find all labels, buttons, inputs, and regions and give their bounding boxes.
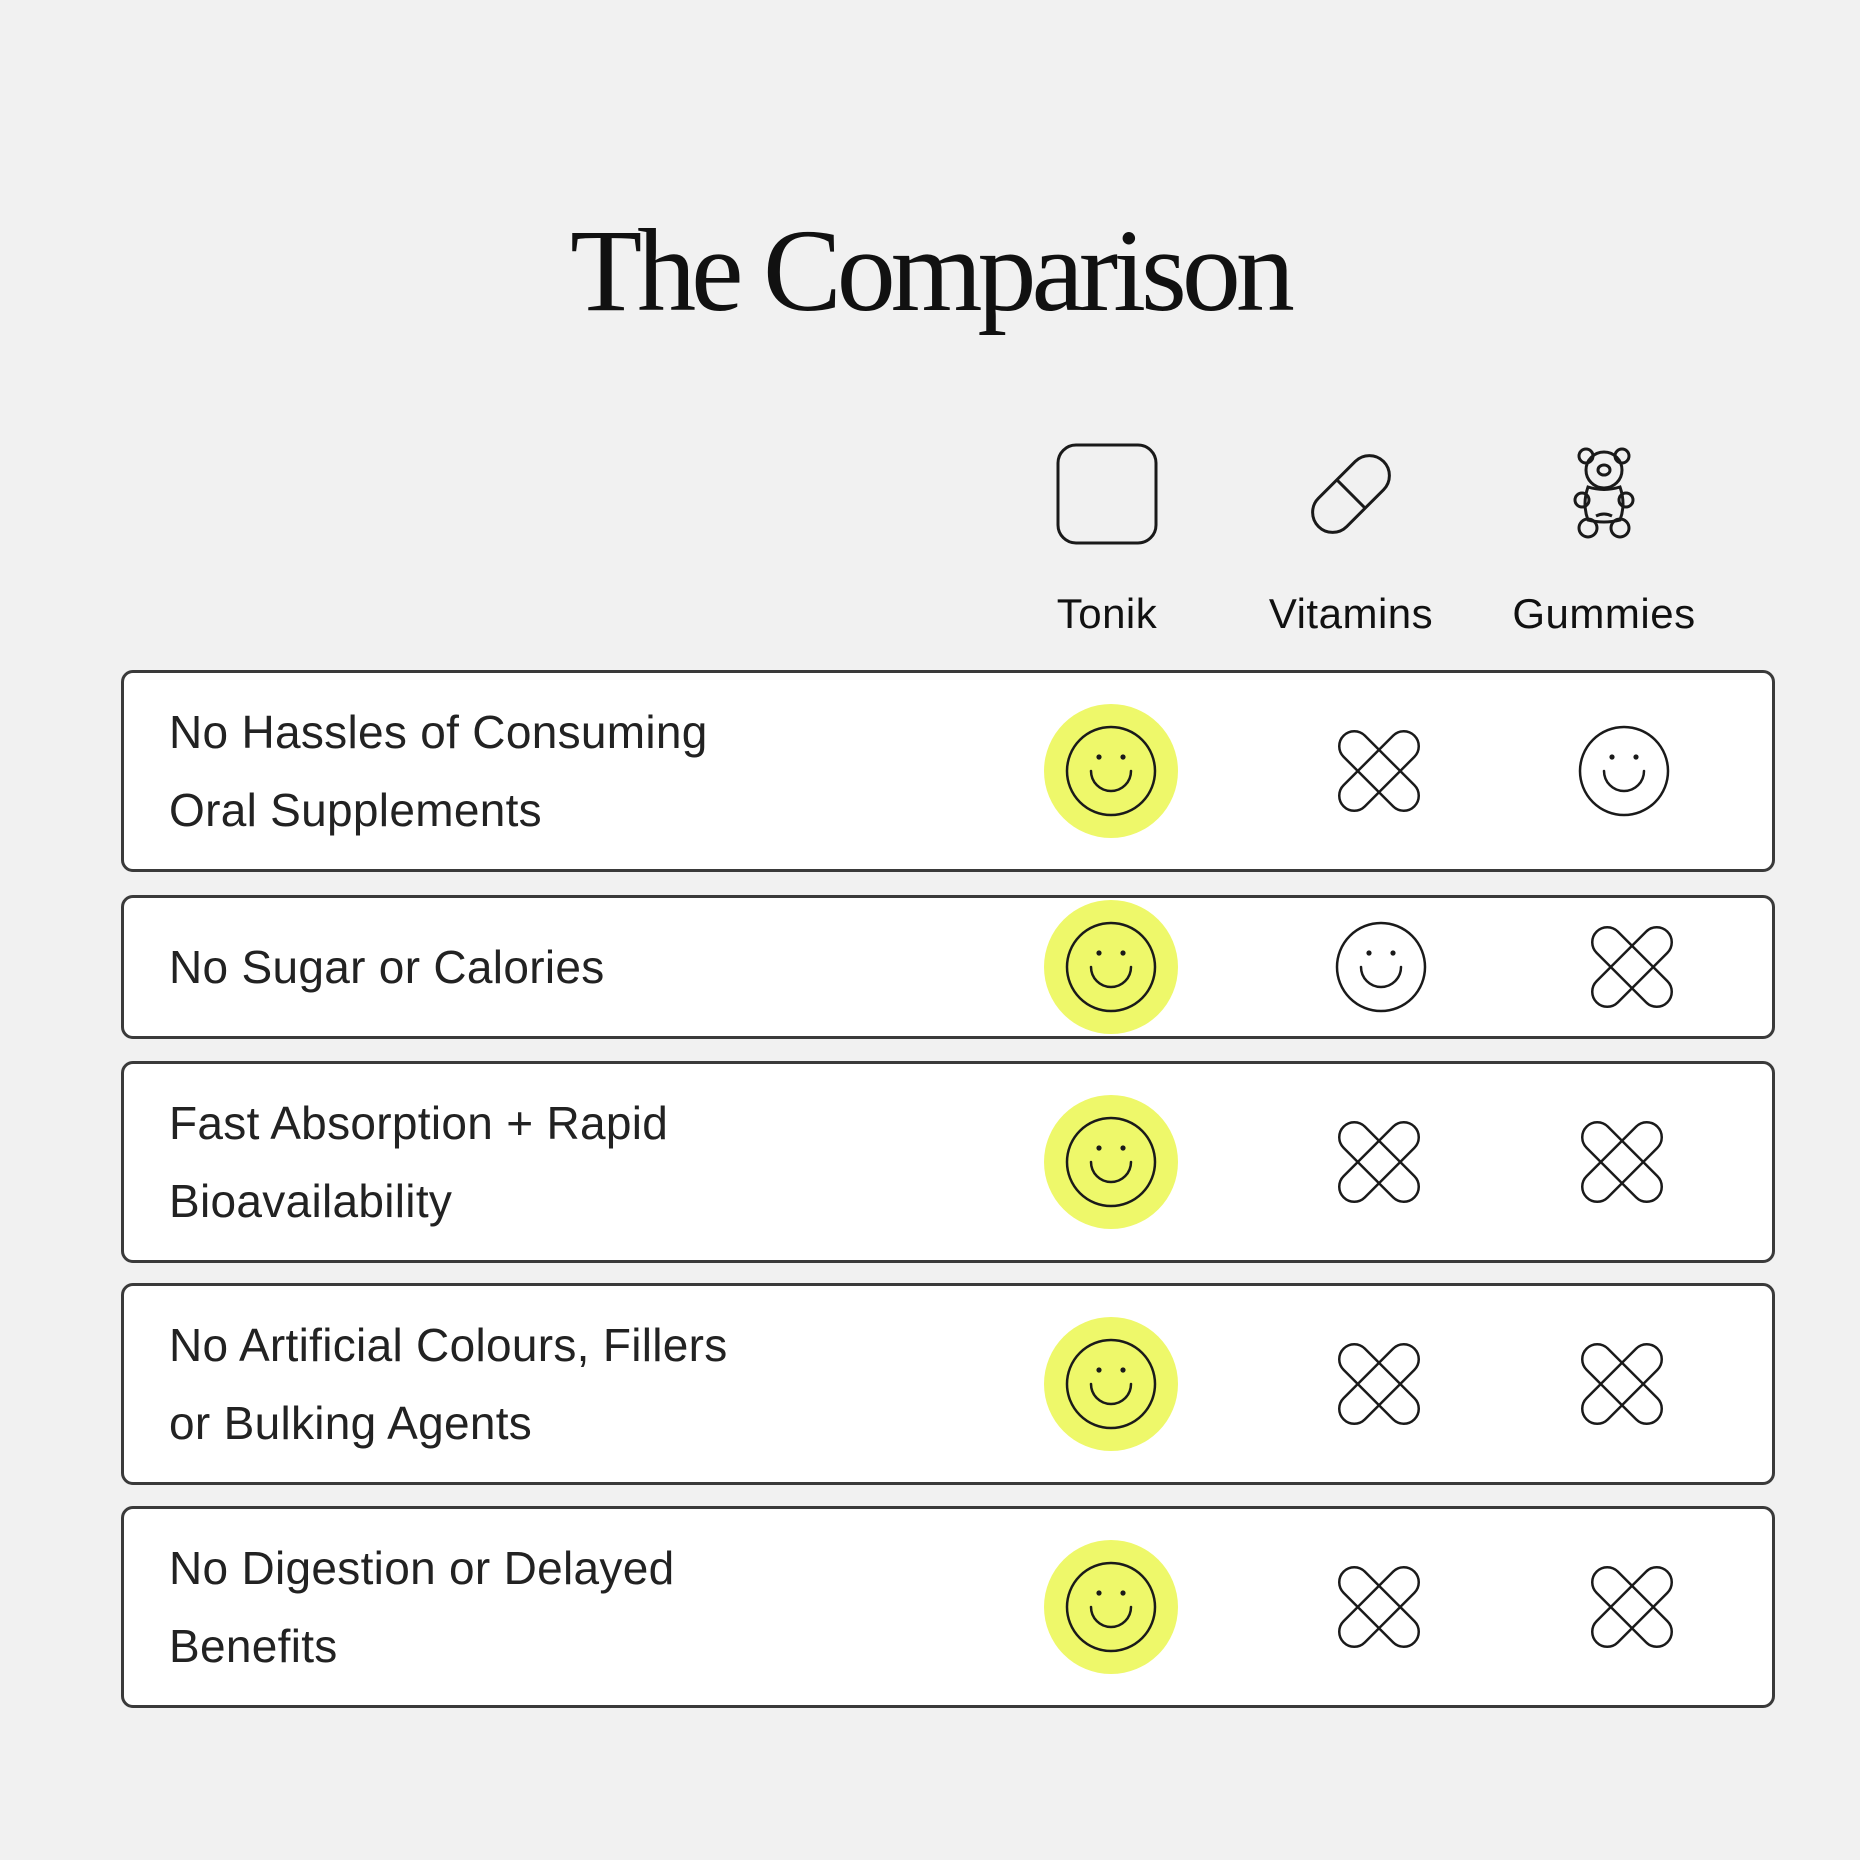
gummies-cell [1562, 1537, 1702, 1677]
highlight-circle [1044, 1095, 1178, 1229]
row-label [169, 1084, 969, 1240]
vitamins-cell [1309, 1314, 1449, 1454]
vitamins-cell [1309, 1537, 1449, 1677]
comparison-row [121, 1283, 1775, 1485]
row-label-line: No Digestion or Delayed [169, 1542, 675, 1594]
highlight-circle [1044, 900, 1178, 1034]
column-label-gummies: Gummies [1512, 590, 1696, 637]
gummies-cell [1554, 701, 1694, 841]
cross-icon [1309, 1537, 1449, 1677]
gummies-cell [1562, 897, 1702, 1037]
row-label [169, 1306, 969, 1462]
row-label [169, 693, 969, 849]
cross-icon [1552, 1314, 1692, 1454]
highlighted-smiley-icon [1041, 1092, 1181, 1232]
comparison-row [121, 670, 1775, 872]
comparison-row [121, 1061, 1775, 1263]
row-label-line: or Bulking Agents [169, 1397, 533, 1449]
column-header-vitamins [1221, 440, 1481, 638]
smiley-icon [1311, 897, 1451, 1037]
highlighted-smiley-icon [1041, 701, 1181, 841]
column-header-tonik [977, 440, 1237, 638]
row-label-line: No Sugar or Calories [169, 941, 605, 993]
row-label [169, 1529, 969, 1685]
tonik-cell [1041, 701, 1181, 841]
gummies-cell [1552, 1092, 1692, 1232]
highlight-circle [1044, 1540, 1178, 1674]
comparison-row [121, 895, 1775, 1039]
cross-icon [1562, 1537, 1702, 1677]
row-label-line: No Artificial Colours, Fillers [169, 1319, 728, 1371]
highlighted-smiley-icon [1041, 897, 1181, 1037]
column-label-vitamins: Vitamins [1268, 590, 1434, 637]
smiley-icon [1554, 701, 1694, 841]
vitamins-cell [1309, 701, 1449, 841]
page-title: The Comparison [570, 205, 1290, 336]
capsule-pill-icon [1297, 440, 1405, 548]
column-header-gummies [1474, 440, 1734, 638]
tonik-cell [1041, 897, 1181, 1037]
highlighted-smiley-icon [1041, 1537, 1181, 1677]
tonik-cell [1041, 1537, 1181, 1677]
row-label-line: Oral Supplements [169, 784, 542, 836]
row-label [169, 928, 969, 1006]
cross-icon [1309, 1092, 1449, 1232]
highlight-circle [1044, 704, 1178, 838]
cross-icon [1562, 897, 1702, 1037]
highlight-circle [1044, 1317, 1178, 1451]
tonik-cell [1041, 1314, 1181, 1454]
row-label-line: Benefits [169, 1620, 338, 1672]
comparison-row [121, 1506, 1775, 1708]
tonik-cell [1041, 1092, 1181, 1232]
cross-icon [1309, 1314, 1449, 1454]
row-label-line: No Hassles of Consuming [169, 706, 708, 758]
gummies-cell [1552, 1314, 1692, 1454]
column-label-tonik: Tonik [1056, 590, 1158, 637]
cross-icon [1552, 1092, 1692, 1232]
cross-icon [1309, 701, 1449, 841]
row-label-line: Fast Absorption + Rapid [169, 1097, 669, 1149]
row-label-line: Bioavailability [169, 1175, 453, 1227]
vitamins-cell [1311, 897, 1451, 1037]
gummy-bear-icon [1550, 440, 1658, 548]
highlighted-smiley-icon [1041, 1314, 1181, 1454]
vitamins-cell [1309, 1092, 1449, 1232]
rounded-square-icon [1053, 440, 1161, 548]
